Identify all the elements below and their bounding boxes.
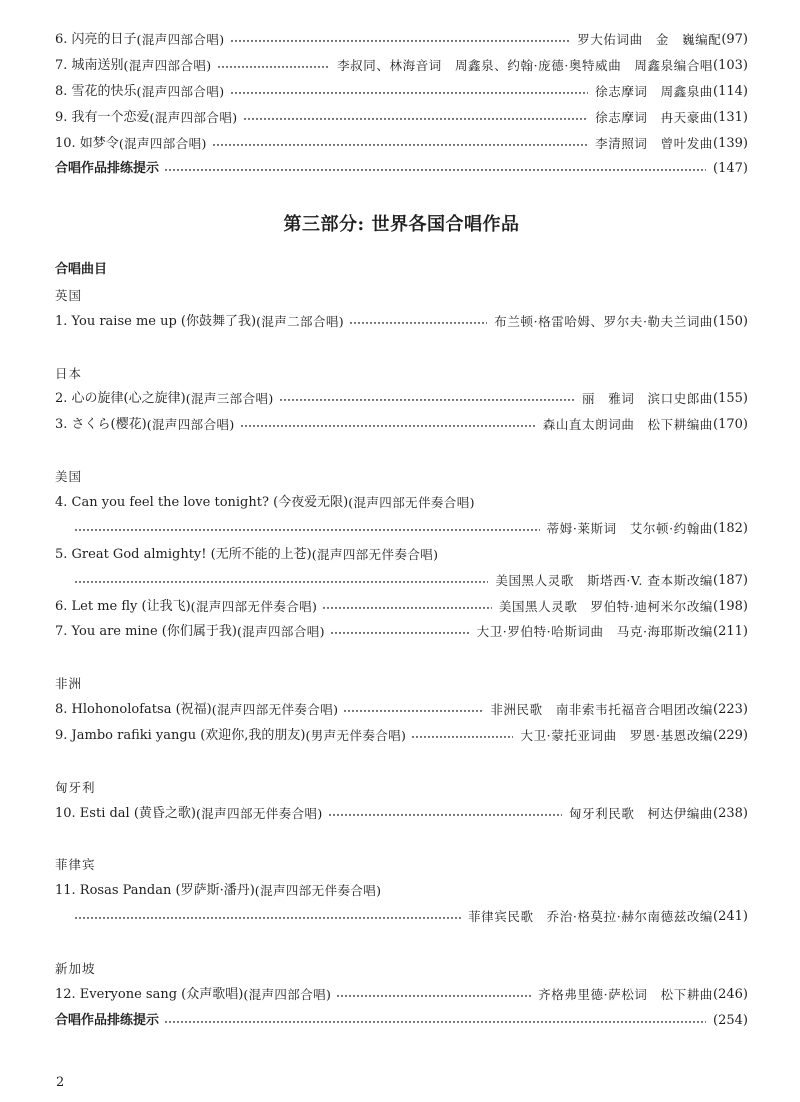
toc-entry: [55, 27, 748, 53]
region-heading: 新加坡: [55, 960, 96, 976]
entry-title: 1. You raise me up (你鼓舞了我): [55, 313, 257, 329]
region-group: [55, 464, 748, 645]
entry-credits: 匈牙利民歌 柯达伊编曲: [568, 805, 714, 821]
entry-page-ref: (246): [713, 986, 748, 1002]
toc-entry-title-line: [55, 542, 748, 568]
toc-page: [55, 27, 748, 1034]
entry-title: 8. 雪花的快乐: [55, 83, 137, 99]
dot-leader: [230, 27, 571, 53]
entry-voicing: (混声二部合唱): [256, 313, 345, 329]
entry-title: 7. 城南送别: [55, 57, 124, 73]
region-group: [55, 956, 748, 1034]
entry-page-ref: (114): [713, 83, 748, 99]
entry-title: 4. Can you feel the love tonight? (今夜爱无限): [55, 494, 349, 510]
entry-page-ref: (187): [713, 572, 748, 588]
toc-previous-part: [55, 27, 748, 182]
tips-page-ref: (254): [713, 1012, 748, 1028]
entry-credits: 蒂姆·莱斯词 艾尔顿·约翰曲: [546, 520, 714, 536]
toc-entry: [55, 594, 748, 620]
entry-title: 2. 心の旋律(心之旋律): [55, 391, 186, 407]
entry-voicing: (混声四部无伴奏合唱): [311, 546, 439, 562]
list-label: 合唱曲目: [55, 261, 108, 277]
entry-page-ref: (131): [713, 109, 748, 125]
toc-entry-continuation: [55, 516, 748, 542]
dot-leader: [217, 53, 331, 79]
region-group: [55, 283, 748, 335]
entry-page-ref: (150): [713, 313, 748, 329]
toc-entry: [55, 801, 748, 827]
dot-leader: [330, 619, 470, 645]
dot-leader: [243, 105, 589, 131]
entry-credits: 美国黑人灵歌 罗伯特·迪柯米尔改编: [498, 598, 714, 614]
entry-voicing: (混声四部合唱): [136, 32, 225, 47]
entry-voicing: (混声四部无伴奏合唱): [211, 702, 339, 718]
toc-entry: [55, 982, 748, 1008]
entry-page-ref: (103): [713, 57, 748, 73]
entry-credits: 罗大佑词曲 金 巍编配: [577, 32, 722, 47]
dot-leader: [322, 594, 492, 620]
entry-title: 10. Esti dal (黄昏之歌): [55, 805, 196, 821]
entry-page-ref: (238): [713, 805, 748, 821]
entry-voicing: (混声四部合唱): [118, 135, 207, 151]
entry-title: 7. You are mine (你们属于我): [55, 624, 237, 640]
region-heading: 菲律宾: [55, 857, 96, 873]
region-group: [55, 671, 748, 749]
dot-leader: [74, 516, 540, 542]
entry-credits: 美国黑人灵歌 斯塔西·V. 查本斯改编: [495, 572, 714, 588]
dot-leader: [349, 309, 487, 335]
entry-credits: 李清照词 曾叶发曲: [595, 135, 714, 151]
dot-leader: [74, 568, 488, 594]
dot-leader: [164, 1008, 706, 1034]
toc-entry: [55, 386, 748, 412]
entry-title: 11. Rosas Pandan (罗萨斯·潘丹): [55, 883, 255, 899]
region-heading: 美国: [55, 469, 83, 485]
dot-leader: [279, 386, 575, 412]
region-heading: 日本: [55, 365, 83, 381]
entry-title: 5. Great God almighty! (无所不能的上苍): [55, 546, 312, 562]
dot-leader: [411, 723, 513, 749]
region-group: [55, 852, 748, 930]
entry-credits: 大卫·蒙托亚词曲 罗恩·基恩改编: [520, 727, 714, 743]
entry-credits: 森山直太朗词曲 松下耕编曲: [542, 417, 714, 433]
entry-page-ref: (182): [713, 520, 748, 536]
entry-page-ref: (211): [713, 624, 748, 640]
toc-entry: [55, 412, 748, 438]
toc-entry-continuation: [55, 904, 748, 930]
toc-entry: [55, 619, 748, 645]
toc-entry: [55, 309, 748, 335]
toc-entry: [55, 131, 748, 157]
dot-leader: [212, 131, 588, 157]
entry-page-ref: (97): [721, 32, 748, 47]
toc-entry-title-line: [55, 490, 748, 516]
entry-credits: 徐志摩词 周鑫泉曲: [595, 83, 714, 99]
tips-label: 合唱作品排练提示: [55, 1012, 160, 1028]
entry-title: 10. 如梦令: [55, 135, 119, 151]
region-heading: 英国: [55, 287, 83, 303]
entry-page-ref: (139): [713, 135, 748, 151]
part-heading: 第三部分: 世界各国合唱作品: [283, 213, 520, 235]
entry-page-ref: (155): [713, 391, 748, 407]
entry-credits: 齐格弗里德·萨松词 松下耕曲: [538, 986, 714, 1002]
entry-voicing: (混声三部合唱): [185, 391, 274, 407]
entry-page-ref: (198): [713, 598, 748, 614]
page-number: 2: [56, 1075, 65, 1090]
dot-leader: [336, 982, 531, 1008]
toc-tips-entry: [55, 156, 748, 182]
region-heading: 匈牙利: [55, 779, 96, 795]
entry-credits: 布兰顿·格雷哈姆、罗尔夫·勒夫兰词曲: [494, 313, 714, 329]
toc-entry: [55, 105, 748, 131]
entry-voicing: (混声四部合唱): [243, 986, 332, 1002]
entry-voicing: (混声四部无伴奏合唱): [190, 598, 318, 614]
entry-voicing: (混声四部合唱): [146, 417, 235, 433]
entry-voicing: (混声四部合唱): [236, 624, 325, 640]
toc-entry-continuation: [55, 568, 748, 594]
entry-credits: 丽 雅词 滨口史郎曲: [582, 391, 714, 407]
entry-credits: 非洲民歌 南非索韦托福音合唱团改编: [490, 702, 714, 718]
entry-voicing: (混声四部无伴奏合唱): [254, 883, 382, 899]
entry-page-ref: (241): [713, 909, 748, 925]
region-group: [55, 361, 748, 439]
entry-credits: 李叔同、林海音词 周鑫泉、约翰·庞德·奥特威曲 周鑫泉编合唱: [337, 57, 714, 73]
entry-page-ref: (229): [713, 727, 748, 743]
entry-page-ref: (223): [713, 702, 748, 718]
entry-credits: 菲律宾民歌 乔治·格莫拉·赫尔南德兹改编: [468, 909, 714, 925]
entry-title: 3. さくら(樱花): [55, 417, 147, 433]
toc-entry-title-line: [55, 878, 748, 904]
toc-entry: [55, 53, 748, 79]
entry-voicing: (混声四部合唱): [149, 109, 238, 125]
entry-title: 6. 闪亮的日子: [55, 32, 137, 47]
dot-leader: [328, 801, 562, 827]
region-group: [55, 775, 748, 827]
dot-leader: [343, 697, 483, 723]
tips-label: 合唱作品排练提示: [55, 161, 160, 177]
entry-voicing: (男声无伴奏合唱): [305, 727, 407, 743]
entry-title: 9. Jambo rafiki yangu (欢迎你,我的朋友): [55, 727, 306, 743]
entry-page-ref: (170): [713, 417, 748, 433]
entry-voicing: (混声四部合唱): [136, 83, 225, 99]
entry-voicing: (混声四部合唱): [123, 57, 212, 73]
dot-leader: [164, 156, 706, 182]
dot-leader: [230, 79, 589, 105]
entry-voicing: (混声四部无伴奏合唱): [196, 805, 323, 821]
region-heading: 非洲: [55, 676, 83, 692]
toc-entry: [55, 79, 748, 105]
entry-title: 8. Hlohonolofatsa (祝福): [55, 702, 212, 718]
toc-tips-entry: [55, 1008, 748, 1034]
entry-title: 6. Let me fly (让我飞): [55, 598, 191, 614]
entry-credits: 徐志摩词 冉天豪曲: [595, 109, 714, 125]
toc-entry: [55, 723, 748, 749]
entry-title: 12. Everyone sang (众声歌唱): [55, 986, 244, 1002]
dot-leader: [74, 904, 461, 930]
tips-page-ref: (147): [713, 161, 748, 177]
entry-title: 9. 我有一个恋爱: [55, 109, 150, 125]
toc-entry: [55, 697, 748, 723]
entry-credits: 大卫·罗伯特·哈斯词曲 马克·海耶斯改编: [476, 624, 714, 640]
dot-leader: [240, 412, 536, 438]
entry-voicing: (混声四部无伴奏合唱): [348, 494, 475, 510]
